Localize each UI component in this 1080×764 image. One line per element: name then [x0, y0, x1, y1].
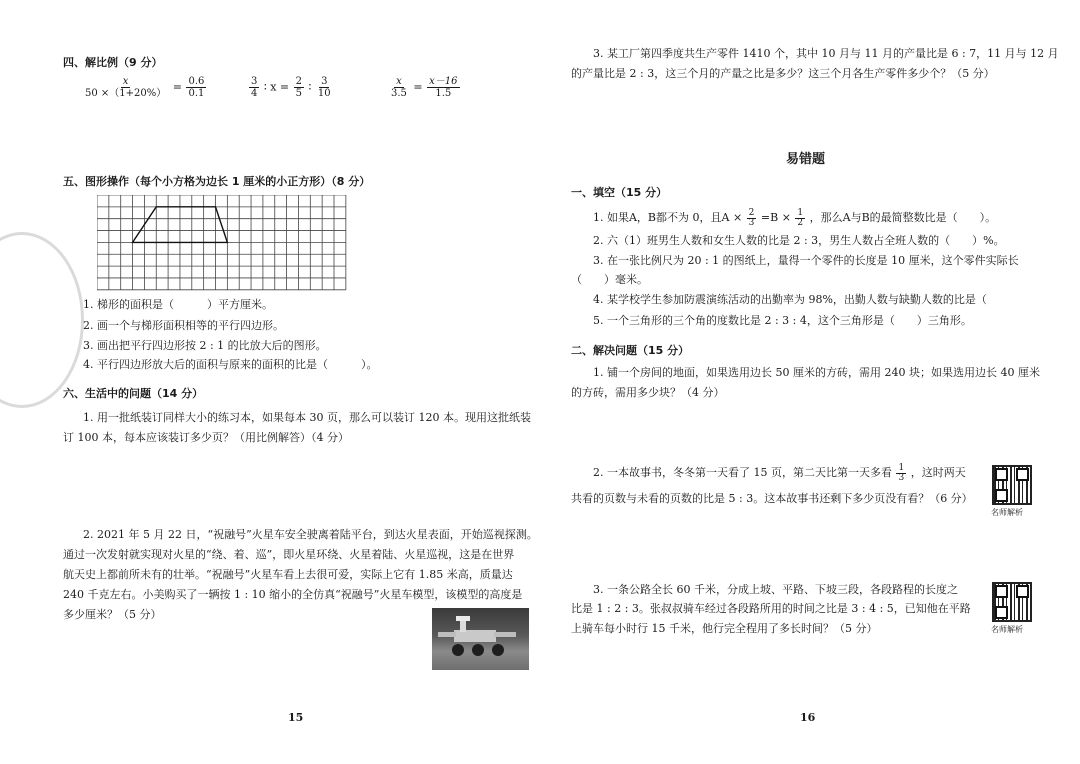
fill-q1-frac1-num: 2: [748, 207, 755, 218]
factory-q3-line-1: 3. 某工厂第四季度共生产零件 1410 个，其中 10 月与 11 月的产量比是 6 : 7，11 月与 12 月: [593, 47, 1059, 60]
fill-q1-mid: =B ×: [760, 211, 791, 224]
solve-q1-line-2: 的方砖，需用多少块？（4 分）: [571, 386, 725, 399]
eq2-mid: ∶ x =: [263, 80, 290, 94]
page-number-16: 16: [800, 711, 816, 724]
grid-question-1: 1. 梯形的面积是（ ）平方厘米。: [83, 298, 273, 311]
eq2-a-num: 3: [251, 76, 258, 87]
fill-q2: 2. 六（1）班男生人数和女生人数的比是 2 : 3，男生人数占全班人数的（ ）%。: [593, 234, 1005, 247]
grid-question-2: 2. 画一个与梯形面积相等的平行四边形。: [83, 319, 284, 332]
qr-code-2[interactable]: [992, 582, 1032, 622]
proportion-eq-1: [82, 76, 207, 99]
qr-label-2: 名师解析: [991, 625, 1023, 634]
eq1-denominator: 50 ×（1+20%）: [85, 88, 167, 99]
square-grid: [97, 195, 347, 291]
qr-label-1: 名师解析: [991, 508, 1023, 517]
fill-q1-pre: 1. 如果A，B都不为 0，且A ×: [593, 211, 743, 224]
eq3-num: x: [396, 76, 402, 87]
solve-q2-pre: 2. 一本故事书，冬冬第一天看了 15 页，第二天比第一天多看: [593, 466, 892, 479]
fill-q1-frac2-num: 1: [797, 207, 804, 218]
section-5-heading: 五、图形操作（每个小方格为边长 1 厘米的小正方形）（8 分）: [63, 175, 371, 188]
life-q2-line-4: 240 千克左右。小美购买了一辆按 1 : 10 缩小的全仿真“祝融号”火星车模型，该模型的高度是: [63, 588, 523, 601]
solve-q1-line-1: 1. 铺一个房间的地面，如果选用边长 50 厘米的方砖，需用 240 块；如果选用边长 40 厘米: [593, 366, 1040, 379]
section-6-heading: 六、生活中的问题（14 分）: [63, 387, 204, 400]
page-number-15: 15: [288, 711, 304, 724]
fill-q1-frac2-den: 2: [797, 217, 804, 228]
eq3-equals: =: [413, 80, 423, 94]
fill-in-heading: 一、填空（15 分）: [571, 186, 668, 199]
fill-q4: 4. 某学校学生参加防震演练活动的出勤率为 98%，出勤人数与缺勤人数的比是（: [593, 293, 987, 306]
life-q2-line-1: 2. 2021 年 5 月 22 日，“祝融号”火星车安全驶离着陆平台，到达火星表面，开始巡视探测。: [83, 528, 538, 541]
page-title: 易错题: [786, 152, 826, 167]
solve-q2-frac-den: 3: [898, 472, 905, 483]
watermark-stamp: [0, 232, 84, 408]
life-q2-line-3: 航天史上都前所未有的壮举。“祝融号”火星车看上去很可爱，实际上它有 1.85 米高，质量达: [63, 568, 513, 581]
solve-q2-post: ，这时两天: [910, 466, 966, 479]
fill-q3-line-2: （ ）毫米。: [571, 273, 648, 286]
section-4-heading: 四、解比例（9 分）: [63, 56, 163, 69]
mars-rover-image: [432, 608, 529, 670]
life-q2-line-2: 通过一次发射就实现对火星的“绕、着、巡”，即火星环绕、火星着陆、火星巡视，这是在世界: [63, 548, 515, 561]
solve-q3-line-3: 上骑车每小时行 15 千米，他行完全程用了多长时间？（5 分）: [571, 622, 878, 635]
proportion-eq-2: [248, 76, 334, 99]
eq2-colon: ∶: [308, 80, 312, 94]
eq2-c-den: 10: [317, 88, 331, 99]
life-q1-line-2: 订 100 本，每本应该装订多少页？（用比例解答）（4 分）: [63, 431, 349, 444]
solve-q2-frac-num: 1: [898, 462, 905, 473]
eq1-rhs-numerator: 0.6: [188, 76, 205, 87]
eq3-rhs-num: x－16: [429, 76, 458, 87]
solve-q3-line-1: 3. 一条公路全长 60 千米，分成上坡、平路、下坡三段，各段路程的长度之: [593, 583, 958, 596]
fill-q1-post: ，那么A与B的最简整数比是（ ）。: [809, 211, 997, 224]
factory-q3-line-2: 的产量比是 2 : 3，这三个月的产量之比是多少？这三个月各生产零件多少个？（5 分）: [571, 67, 995, 80]
eq1-numerator: x: [122, 76, 129, 87]
fill-q3-line-1: 3. 在一张比例尺为 20 : 1 的图纸上，量得一个零件的长度是 10 厘米，这个零件实际长: [593, 254, 1019, 267]
eq1-rhs-denominator: 0.1: [188, 88, 205, 99]
fill-q1: [593, 207, 996, 229]
eq2-a-den: 4: [251, 88, 258, 99]
life-q2-line-5: 多少厘米？（5 分）: [63, 608, 162, 621]
grid-question-4: 4. 平行四边形放大后的面积与原来的面积的比是（ ）。: [83, 358, 378, 371]
solve-q2-line-1: [593, 462, 966, 484]
eq3-den: 3.5: [391, 88, 407, 99]
eq2-b-den: 5: [295, 88, 303, 99]
eq2-c-num: 3: [321, 76, 328, 87]
fill-q1-frac1-den: 3: [748, 217, 755, 228]
solve-q2-line-2: 共看的页数与未看的页数的比是 5 : 3。这本故事书还剩下多少页没有看？（6 分）: [571, 492, 973, 505]
eq2-b-num: 2: [295, 76, 303, 87]
fill-q5: 5. 一个三角形的三个角的度数比是 2 : 3 : 4，这个三角形是（ ）三角形。: [593, 314, 972, 327]
proportion-eq-3: [388, 76, 461, 99]
solve-q3-line-2: 比是 1 : 2 : 3。张叔叔骑车经过各段路所用的时间之比是 3 : 4 : 5，已知他在平路: [571, 602, 971, 615]
grid-question-3: 3. 画出把平行四边形按 2 : 1 的比放大后的图形。: [83, 339, 327, 352]
qr-code-1[interactable]: [992, 465, 1032, 505]
solve-heading: 二、解决问题（15 分）: [571, 344, 690, 357]
eq3-rhs-den: 1.5: [435, 88, 452, 99]
life-q1-line-1: 1. 用一批纸装订同样大小的练习本，如果每本 30 页，那么可以装订 120 本。现用这批纸装: [83, 411, 531, 424]
eq1-equals: =: [172, 80, 182, 94]
